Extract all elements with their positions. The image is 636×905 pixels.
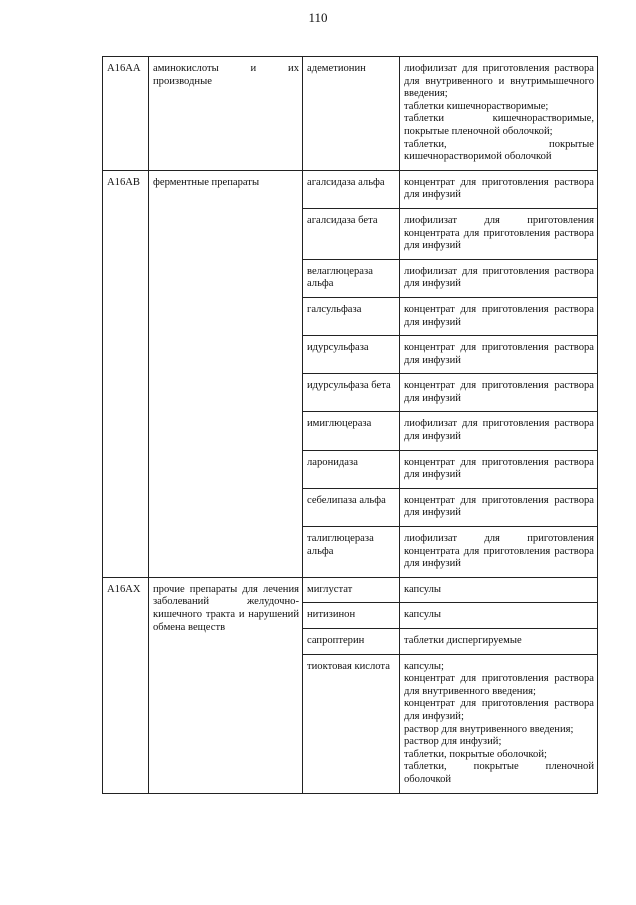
table-body	[103, 57, 598, 794]
dosage-form-item: раствор для инфузий;	[404, 736, 502, 748]
dosage-form-cell	[400, 412, 598, 450]
dosage-form-item: таблетки, покрытые оболочкой;	[404, 748, 547, 760]
dosage-form-item: концентрат для приготовления раствора для внутривенного введения;	[404, 673, 594, 697]
dosage-form-cell	[400, 374, 598, 412]
dosage-form-cell	[400, 57, 598, 171]
dosage-form-item: лиофилизат для приготовления концентрата для приготовления раствора для инфузий	[404, 214, 594, 252]
dosage-form-item: таблетки, покрытые пленочной оболочкой	[404, 761, 594, 785]
dosage-form-item: таблетки кишечнорастворимые, покрытые пленочной оболочкой;	[404, 113, 594, 137]
atc-code-cell: A16AA	[103, 57, 149, 171]
drug-name-cell: миглустат	[303, 577, 400, 603]
dosage-form-item: капсулы;	[404, 660, 444, 672]
drug-name-cell: адеметионин	[303, 57, 400, 171]
dosage-form-item: раствор для внутривенного введения;	[404, 723, 574, 735]
drug-name-cell: нитизинон	[303, 603, 400, 629]
dosage-form-item: лиофилизат для приготовления концентрата для приготовления раствора для инфузий	[404, 533, 594, 570]
drug-name-cell: тиоктовая кислота	[303, 654, 400, 793]
anatomical-therapeutic-group-cell: прочие препараты для лечения заболеваний желудочно-кишечного тракта и нарушений обмена веществ	[149, 577, 303, 793]
table-row	[103, 57, 598, 171]
drug-list-table	[102, 56, 598, 794]
dosage-form-cell	[400, 654, 598, 793]
dosage-form-cell	[400, 488, 598, 526]
drug-name-cell: агалсидаза бета	[303, 208, 400, 259]
atc-code-cell: A16AX	[103, 577, 149, 793]
dosage-form-cell	[400, 629, 598, 655]
drug-name-cell: идурсульфаза бета	[303, 374, 400, 412]
dosage-form-item: таблетки кишечнорастворимые;	[404, 100, 549, 112]
dosage-form-cell	[400, 577, 598, 603]
drug-name-cell: велаглюцераза альфа	[303, 259, 400, 297]
dosage-form-item: таблетки, покрытые кишечнорастворимой оболочкой	[404, 138, 594, 163]
dosage-form-cell	[400, 527, 598, 578]
anatomical-therapeutic-group-cell: ферментные препараты	[149, 170, 303, 577]
drug-name-cell: галсульфаза	[303, 297, 400, 335]
dosage-form-cell	[400, 450, 598, 488]
dosage-form-item: концентрат для приготовления раствора для инфузий	[404, 176, 594, 201]
dosage-form-cell	[400, 208, 598, 259]
table-row	[103, 170, 598, 208]
anatomical-therapeutic-group-cell: аминокислоты и их производные	[149, 57, 303, 171]
dosage-form-item: концентрат для приготовления раствора для инфузий	[404, 494, 594, 519]
dosage-form-cell	[400, 297, 598, 335]
dosage-form-item: концентрат для приготовления раствора для инфузий	[404, 456, 594, 481]
drug-name-cell: ларонидаза	[303, 450, 400, 488]
page-number: 110	[308, 10, 328, 25]
dosage-form-cell	[400, 259, 598, 297]
drug-name-cell: талиглюцераза альфа	[303, 527, 400, 578]
dosage-form-item: лиофилизат для приготовления раствора для инфузий	[404, 265, 594, 290]
dosage-form-cell	[400, 336, 598, 374]
dosage-form-cell	[400, 603, 598, 629]
drug-name-cell: себелипаза альфа	[303, 488, 400, 526]
dosage-form-item: таблетки диспергируемые	[404, 635, 522, 646]
dosage-form-item: капсулы	[404, 583, 442, 595]
dosage-form-item: лиофилизат для приготовления раствора для внутривенного и внутримышечного введения;	[404, 63, 594, 100]
table-row	[103, 577, 598, 603]
dosage-form-item: капсулы	[404, 609, 442, 621]
drug-name-cell: имиглюцераза	[303, 412, 400, 450]
atc-code-cell: A16AB	[103, 170, 149, 577]
dosage-form-item: лиофилизат для приготовления раствора для инфузий	[404, 418, 594, 443]
dosage-form-item: концентрат для приготовления раствора для инфузий	[404, 380, 594, 404]
dosage-form-item: концентрат для приготовления раствора для инфузий	[404, 303, 594, 328]
dosage-form-item: концентрат для приготовления раствора для инфузий;	[404, 698, 594, 722]
dosage-form-cell	[400, 170, 598, 208]
drug-name-cell: идурсульфаза	[303, 336, 400, 374]
drug-name-cell: сапроптерин	[303, 629, 400, 655]
dosage-form-item: концентрат для приготовления раствора для инфузий	[404, 342, 594, 366]
drug-name-cell: агалсидаза альфа	[303, 170, 400, 208]
